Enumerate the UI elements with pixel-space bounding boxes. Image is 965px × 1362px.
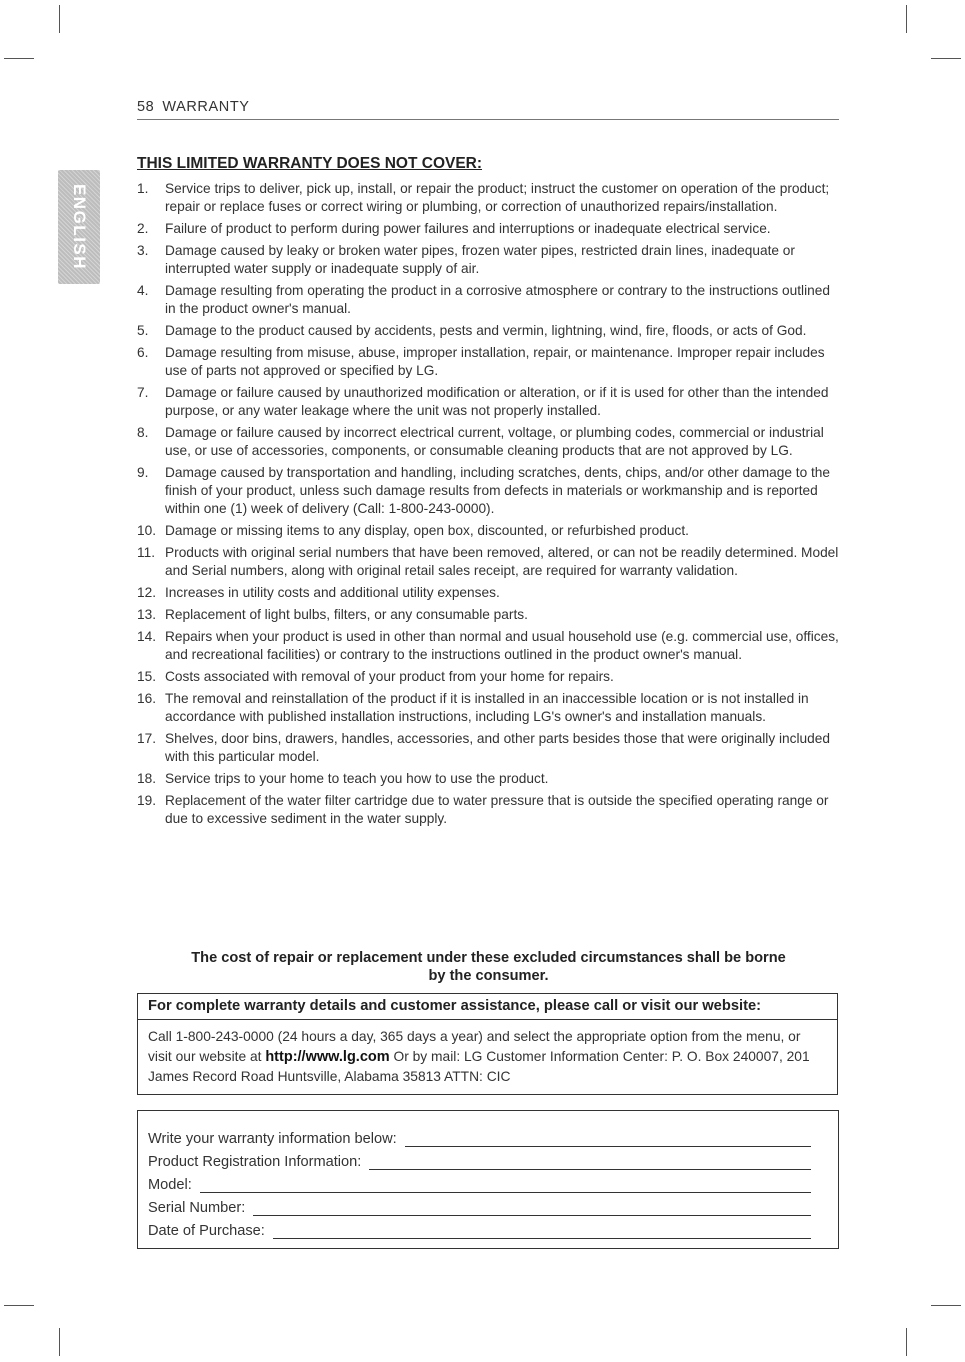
item-number: 11. (137, 545, 156, 560)
exclusion-item (137, 668, 842, 686)
exclusion-item (137, 792, 842, 828)
item-text: Damage or missing items to any display, open box, discounted, or refurbished product. (165, 523, 689, 538)
item-text: Damage caused by leaky or broken water pipes, frozen water pipes, restricted drain lines, inadequate or interrupted water supply or inadequate supply of air. (165, 243, 795, 276)
contact-box (137, 993, 838, 1095)
exclusion-item (137, 606, 842, 624)
item-number: 13. (137, 607, 157, 622)
form-label: Serial Number: (148, 1200, 246, 1216)
write-in-line (369, 1155, 811, 1170)
item-text: Damage or failure caused by unauthorized modification or alteration, or if it is used for other than the intended purpose, or any water leakage where the unit was not properly installed. (165, 385, 829, 418)
crop-mark (4, 58, 34, 59)
item-text: Costs associated with removal of your product from your home for repairs. (165, 669, 614, 684)
write-in-line (200, 1178, 811, 1193)
exclusion-item (137, 242, 842, 278)
write-in-line (273, 1224, 811, 1239)
item-text: Service trips to deliver, pick up, install, or repair the product; instruct the customer on operation of the product; repair or replace fuses or correct wiring or plumbing, or correction of unauthorized repairs/installation. (165, 181, 830, 214)
language-tab-label: ENGLISH (70, 183, 89, 271)
item-text: Damage resulting from operating the product in a corrosive atmosphere or contrary to the instructions outlined in the product owner's manual. (165, 283, 830, 316)
exclusion-item (137, 628, 842, 664)
item-number: 15. (137, 669, 157, 684)
item-text: Increases in utility costs and additional utility expenses. (165, 585, 500, 600)
contact-box-title: For complete warranty details and customer assistance, please call or visit our website: (138, 994, 837, 1020)
exclusion-item (137, 544, 842, 580)
item-text: Repairs when your product is used in other than normal and usual household use (e.g. commercial use, offices, and recreational facilities) or contrary to the instructions outlined in the product owner's manual. (165, 629, 839, 662)
exclusion-item (137, 384, 842, 420)
exclusions-heading: THIS LIMITED WARRANTY DOES NOT COVER: (137, 155, 483, 172)
item-text: Replacement of the water filter cartridge due to water pressure that is outside the specified operating range or due to excessive sediment in the water supply. (165, 793, 829, 826)
item-number: 7. (137, 385, 149, 400)
exclusion-item (137, 522, 842, 540)
crop-mark (906, 5, 907, 33)
item-number: 1. (137, 181, 149, 196)
exclusion-item (137, 730, 842, 766)
form-row (148, 1216, 811, 1239)
item-text: Failure of product to perform during power failures and interruptions or inadequate electrical service. (165, 221, 771, 236)
item-number: 17. (137, 731, 157, 746)
language-tab (58, 170, 100, 284)
exclusion-item (137, 282, 842, 318)
contact-text: Call 1-800-243-0000 (24 hours a day, 365 days a year) and select the appropriate option from the menu, or visit our website at (148, 1029, 801, 1064)
section-title: WARRANTY (162, 99, 250, 115)
crop-mark (931, 1305, 961, 1306)
item-number: 19. (137, 793, 157, 808)
form-row (148, 1193, 811, 1216)
form-row (148, 1124, 811, 1147)
form-label: Date of Purchase: (148, 1223, 265, 1239)
item-number: 4. (137, 283, 149, 298)
exclusions-list (137, 180, 842, 832)
crop-mark (59, 5, 60, 33)
contact-text: Or by mail: LG Customer Information Center: P. O. Box 240007, 201 James Record Road Huntsville, Alabama 35813 ATTN: CIC (148, 1049, 810, 1084)
exclusion-item (137, 464, 842, 518)
item-number: 8. (137, 425, 149, 440)
item-number: 16. (137, 691, 157, 706)
item-number: 14. (137, 629, 157, 644)
exclusion-item (137, 344, 842, 380)
contact-box-text (138, 1020, 837, 1087)
website-link[interactable]: http://www.lg.com (265, 1049, 390, 1065)
item-number: 3. (137, 243, 149, 258)
cost-notice-line: by the consumer. (428, 968, 549, 984)
exclusion-item (137, 424, 842, 460)
write-in-line (253, 1201, 811, 1216)
exclusion-item (137, 220, 842, 238)
form-label: Product Registration Information: (148, 1154, 362, 1170)
item-number: 12. (137, 585, 157, 600)
exclusion-item (137, 584, 842, 602)
crop-mark (4, 1305, 34, 1306)
exclusion-item (137, 770, 842, 788)
crop-mark (906, 1328, 907, 1356)
item-number: 5. (137, 323, 149, 338)
item-text: Shelves, door bins, drawers, handles, accessories, and other parts besides those that were originally included with this particular model. (165, 731, 830, 764)
cost-notice (150, 949, 827, 985)
item-number: 6. (137, 345, 149, 360)
item-text: Damage resulting from misuse, abuse, improper installation, repair, or maintenance. Improper repair includes use of parts not approved or specified by LG. (165, 345, 825, 378)
item-number: 10. (137, 523, 157, 538)
item-text: Damage caused by transportation and handling, including scratches, dents, chips, and/or other damage to the finish of your product, unless such damage results from defects in materials or workmanship and is reported within one (1) week of delivery (Call: 1-800-243-0000). (165, 465, 831, 516)
form-row (148, 1170, 811, 1193)
item-number: 2. (137, 221, 149, 236)
cost-notice-line: The cost of repair or replacement under these excluded circumstances shall be borne (191, 950, 786, 966)
item-text: The removal and reinstallation of the product if it is installed in an inaccessible location or is not installed in accordance with published installation instructions, including LG's owner's and installation manuals. (165, 691, 809, 724)
warranty-info-form (137, 1110, 839, 1249)
exclusion-item (137, 690, 842, 726)
page-header (137, 99, 839, 120)
item-number: 9. (137, 465, 149, 480)
exclusion-item (137, 322, 842, 340)
item-text: Service trips to your home to teach you how to use the product. (165, 771, 549, 786)
item-text: Replacement of light bulbs, filters, or any consumable parts. (165, 607, 528, 622)
form-label: Write your warranty information below: (148, 1131, 397, 1147)
crop-mark (931, 58, 961, 59)
write-in-line (405, 1132, 811, 1147)
item-text: Products with original serial numbers that have been removed, altered, or can not be readily determined. Model and Serial numbers, along with original retail sales receipt, are required for warranty validation. (165, 545, 839, 578)
item-text: Damage or failure caused by incorrect electrical current, voltage, or plumbing codes, commercial or industrial use, or use of accessories, components, or consumable cleaning products that are not approved by LG. (165, 425, 824, 458)
form-row (148, 1147, 811, 1170)
item-text: Damage to the product caused by accidents, pests and vermin, lightning, wind, fire, floods, or acts of God. (165, 323, 807, 338)
crop-mark (59, 1328, 60, 1356)
form-label: Model: (148, 1177, 192, 1193)
exclusion-item (137, 180, 842, 216)
item-number: 18. (137, 771, 157, 786)
page-number: 58 (137, 99, 155, 115)
